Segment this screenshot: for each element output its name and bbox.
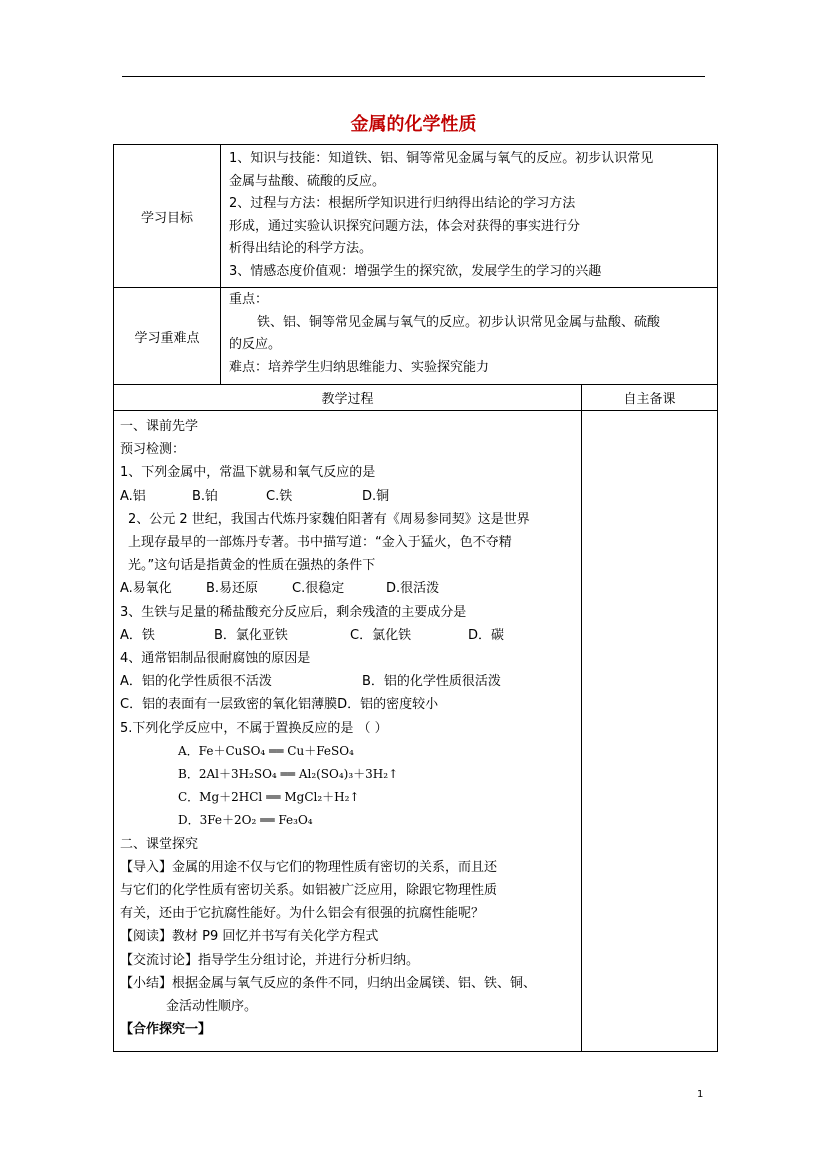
option: A.铝 bbox=[120, 488, 146, 504]
option: B.易还原 bbox=[206, 581, 259, 597]
section-heading: 二、课堂探究 bbox=[120, 836, 199, 852]
option: B.铂 bbox=[192, 488, 219, 504]
discussion-text: 【交流讨论】指导学生分组讨论，并进行分析归纳。 bbox=[120, 952, 420, 968]
question-2-options bbox=[120, 577, 575, 600]
keypoints-label: 学习重难点 bbox=[114, 288, 221, 384]
option: B．铝的化学性质很活泼 bbox=[362, 674, 501, 690]
question-2-cont: 光。”这句话是指黄金的性质在强热的条件下 bbox=[128, 558, 376, 574]
option: C．铝的表面有一层致密的氧化铝薄膜 bbox=[120, 697, 338, 713]
question-3: 3、生铁与足量的稀盐酸充分反应后，剩余残渣的主要成分是 bbox=[120, 604, 467, 620]
option: D．铝的密度较小 bbox=[337, 697, 439, 713]
intro-text: 与它们的化学性质有密切关系。如铝被广泛应用，除跟它物理性质 bbox=[120, 883, 498, 899]
question-4: 4、通常铝制品很耐腐蚀的原因是 bbox=[120, 651, 311, 667]
option: A.易氧化 bbox=[120, 581, 172, 597]
objective-line: 3、情感态度价值观：增强学生的探究欲，发展学生的学习的兴趣 bbox=[229, 263, 602, 279]
objective-line: 1、知识与技能：知道铁、铝、铜等常见金属与氧气的反应。初步认识常见 bbox=[229, 151, 654, 166]
option: C.很稳定 bbox=[292, 581, 345, 597]
objective-line: 形成，通过实验认识探究问题方法，体会对获得的事实进行分 bbox=[229, 218, 581, 234]
option: D.很活泼 bbox=[386, 581, 440, 597]
keypoint-line: 的反应。 bbox=[229, 337, 282, 352]
keypoint-line: 铁、铝、铜等常见金属与氧气的反应。初步认识常见金属与盐酸、硫酸 bbox=[257, 314, 661, 330]
keypoint-line: 重点： bbox=[229, 292, 269, 307]
keypoint-line: 难点：培养学生归纳思维能力、实验探究能力 bbox=[229, 359, 490, 375]
lesson-table bbox=[113, 144, 718, 1052]
page-number: 1 bbox=[697, 1089, 704, 1100]
objective-line: 金属与盐酸、硫酸的反应。 bbox=[229, 173, 386, 189]
summary-text: 金活动性顺序。 bbox=[166, 999, 258, 1015]
question-1-options bbox=[120, 485, 575, 508]
prep-header: 自主备课 bbox=[623, 392, 676, 407]
objectives-label: 学习目标 bbox=[114, 145, 221, 287]
option: A．铝的化学性质很不活泼 bbox=[120, 674, 272, 690]
reading-text: 【阅读】教材 P9 回忆并书写有关化学方程式 bbox=[120, 929, 379, 945]
question-3-options bbox=[120, 624, 575, 647]
keypoints-row bbox=[114, 288, 717, 385]
question-2-cont: 上现存最早的一部炼丹专著。书中描写道：“金入于猛火，色不夺精 bbox=[128, 535, 512, 551]
intro-text: 有关，还由于它抗腐性能好。为什么铝会有很强的抗腐性能呢？ bbox=[120, 906, 485, 922]
question-2: 2、公元 2 世纪，我国古代炼丹家魏伯阳著有《周易参同契》这是世界 bbox=[128, 511, 530, 527]
question-4-options bbox=[120, 670, 575, 693]
cooperative-heading: 【合作探究一】 bbox=[120, 1022, 212, 1038]
objectives-row bbox=[114, 145, 717, 288]
equation-c: C．Mg＋2HCl ══ MgCl₂＋H₂↑ bbox=[178, 790, 360, 805]
option: C．氯化铁 bbox=[350, 627, 412, 643]
option: C.铁 bbox=[266, 488, 293, 504]
intro-text: 【导入】金属的用途不仅与它们的物理性质有密切的关系，而且还 bbox=[120, 859, 498, 875]
header-rule bbox=[122, 76, 705, 77]
option: A．铁 bbox=[120, 627, 155, 643]
equation-d: D．3Fe＋2O₂ ══ Fe₃O₄ bbox=[178, 813, 313, 828]
prep-column bbox=[582, 411, 717, 1051]
option: D．碳 bbox=[468, 627, 505, 643]
option: B．氯化亚铁 bbox=[214, 627, 288, 643]
objective-line: 2、过程与方法：根据所学知识进行归纳得出结论的学习方法 bbox=[229, 196, 576, 211]
keypoints-content bbox=[221, 288, 717, 384]
page-title: 金属的化学性质 bbox=[350, 114, 477, 135]
question-1: 1、下列金属中，常温下就易和氧气反应的是 bbox=[120, 465, 376, 481]
process-header: 教学过程 bbox=[114, 385, 582, 410]
question-5: 5.下列化学反应中，不属于置换反应的是 （ ） bbox=[120, 720, 388, 736]
objectives-content bbox=[221, 145, 717, 287]
objective-line: 析得出结论的科学方法。 bbox=[229, 241, 373, 256]
option: D.铜 bbox=[362, 488, 390, 504]
summary-text: 【小结】根据金属与氧气反应的条件不同，归纳出金属镁、铝、铁、铜、 bbox=[120, 975, 537, 991]
process-content bbox=[114, 411, 582, 1051]
equation-a: A．Fe＋CuSO₄ ══ Cu＋FeSO₄ bbox=[178, 743, 354, 758]
section-heading: 一、课前先学 bbox=[120, 419, 199, 434]
process-body-row bbox=[114, 411, 717, 1051]
question-4-options bbox=[120, 693, 575, 716]
preview-heading: 预习检测： bbox=[120, 442, 186, 458]
equation-b: B．2Al＋3H₂SO₄ ══ Al₂(SO₄)₃＋3H₂↑ bbox=[178, 767, 399, 782]
process-header-row bbox=[114, 385, 717, 411]
